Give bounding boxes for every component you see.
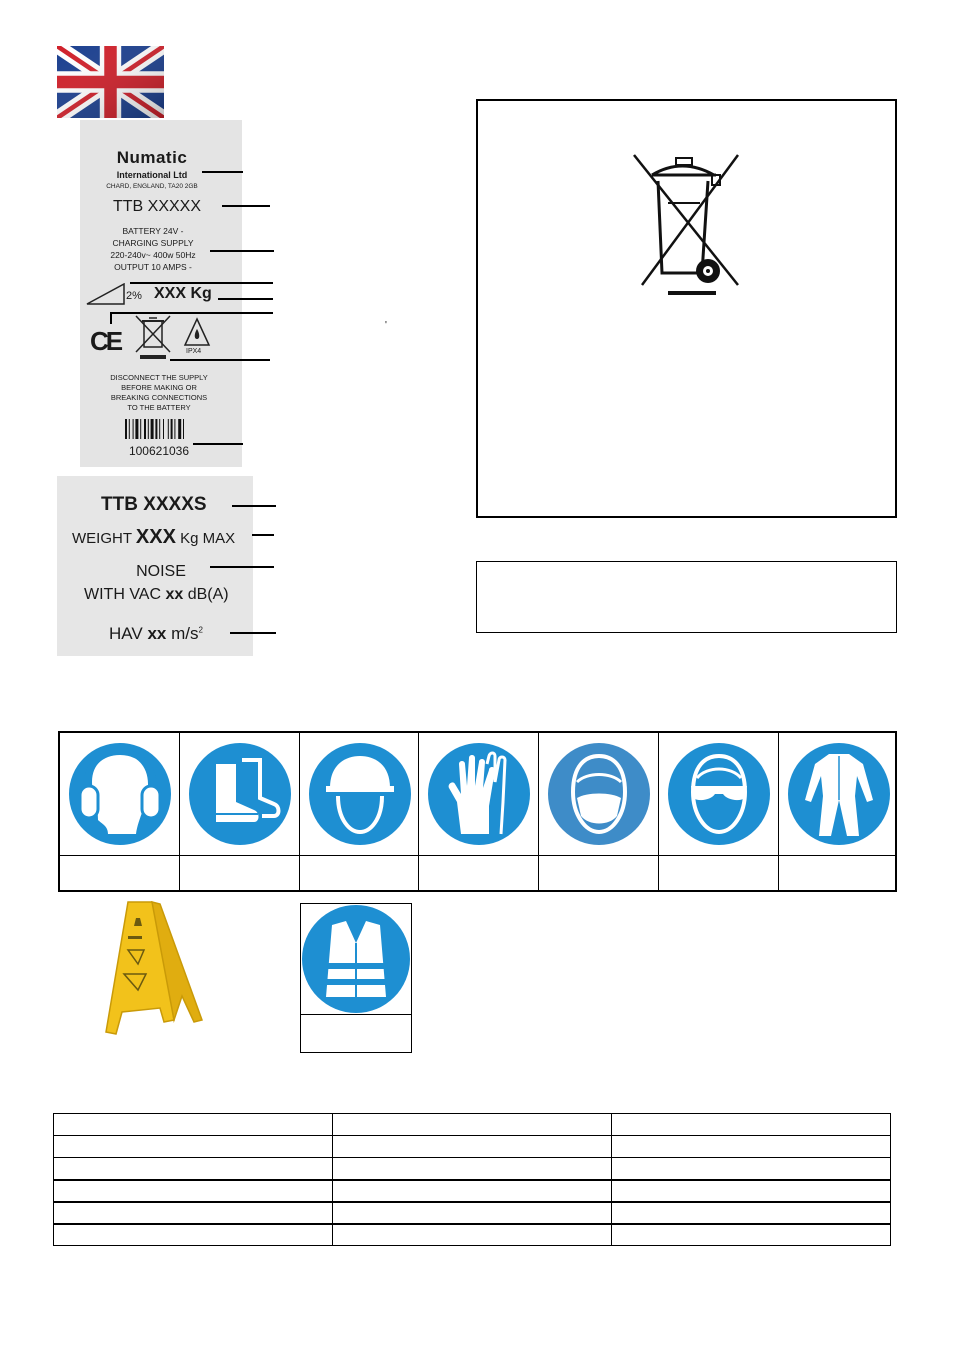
ppe-cell — [659, 733, 779, 855]
ppe-caption-cell — [539, 855, 659, 892]
table-cell — [54, 1136, 333, 1158]
table-cell — [54, 1224, 333, 1246]
table-cell — [54, 1114, 333, 1136]
safety-boots-icon — [188, 742, 292, 846]
supply-line: CHARGING SUPPLY — [112, 238, 194, 248]
table-row — [54, 1224, 891, 1246]
hav-value: xx — [147, 624, 167, 643]
table-cell — [333, 1114, 612, 1136]
slope-value: 2% — [126, 290, 142, 302]
note-box — [476, 561, 897, 633]
ip-rating: IPX4 — [186, 348, 202, 355]
leader-line — [230, 632, 276, 634]
divider — [301, 1014, 411, 1015]
uk-flag-icon — [57, 46, 164, 118]
barcode-icon — [125, 419, 197, 439]
hav-exponent: 2 — [198, 625, 203, 635]
data-grid — [53, 1113, 891, 1246]
leader-line — [222, 205, 270, 207]
table-cell — [54, 1158, 333, 1180]
safety-glasses-icon — [667, 742, 771, 846]
overalls-icon — [787, 742, 891, 846]
hav-line — [109, 624, 203, 644]
ppe-caption-cell — [779, 855, 897, 892]
ppe-cell — [779, 733, 897, 855]
table-cell — [612, 1202, 891, 1224]
model-code: TTB XXXXX — [112, 198, 202, 215]
table-row — [54, 1180, 891, 1202]
leader-line — [232, 505, 276, 507]
ppe-caption-cell — [659, 855, 779, 892]
wet-floor-sign-icon — [98, 900, 210, 1040]
ppe-cell — [539, 733, 659, 855]
noise-title: NOISE — [136, 563, 186, 580]
table-cell — [612, 1114, 891, 1136]
leader-line — [170, 359, 270, 361]
barcode-number: 100621036 — [128, 444, 190, 458]
leader-line — [202, 171, 243, 173]
leader-line — [210, 250, 274, 252]
table-cell — [54, 1180, 333, 1202]
weee-bin-icon — [134, 314, 172, 360]
hav-prefix: HAV — [109, 624, 143, 643]
table-cell — [54, 1202, 333, 1224]
weight-value: XXX — [135, 526, 176, 548]
weee-disposal-box — [476, 99, 897, 518]
noise-prefix: WITH VAC — [84, 586, 162, 603]
table-row — [54, 1114, 891, 1136]
noise-unit: dB(A) — [187, 586, 229, 603]
ppe-caption-cell — [180, 855, 300, 892]
leader-line — [218, 298, 273, 300]
gloves-icon — [427, 742, 531, 846]
leader-line — [210, 566, 274, 568]
ce-mark: CE — [90, 326, 121, 356]
warning-line: TO THE BATTERY — [127, 403, 191, 412]
table-cell — [333, 1158, 612, 1180]
hav-unit: m/s — [171, 624, 199, 643]
leader-line — [110, 312, 112, 324]
ear-protection-icon — [68, 742, 172, 846]
brand-subtitle: International Ltd — [116, 170, 188, 180]
ppe-caption-cell — [60, 855, 180, 892]
weight-prefix: WEIGHT — [72, 530, 132, 547]
table-cell — [333, 1136, 612, 1158]
table-cell — [333, 1180, 612, 1202]
stray-mark: ' — [385, 320, 387, 331]
leader-line — [130, 282, 273, 284]
ppe-table — [58, 731, 897, 892]
table-cell — [612, 1158, 891, 1180]
warning-line: BEFORE MAKING OR — [121, 383, 197, 392]
warning-line: DISCONNECT THE SUPPLY — [110, 373, 208, 382]
weight-suffix: Kg MAX — [180, 530, 236, 547]
ppe-caption-cell — [419, 855, 539, 892]
leader-line — [193, 443, 243, 445]
warning-line: BREAKING CONNECTIONS — [110, 393, 208, 402]
table-cell — [333, 1202, 612, 1224]
table-cell — [333, 1224, 612, 1246]
noise-line — [84, 586, 229, 604]
slope-icon — [86, 283, 126, 305]
brand-name: Numatic — [116, 148, 188, 167]
table-row — [54, 1158, 891, 1180]
ppe-caption-cell — [300, 855, 419, 892]
ppe-cell — [60, 733, 180, 855]
spec-model: TTB XXXXS — [101, 494, 207, 515]
ppe-cell — [300, 733, 419, 855]
weight-value: XXX Kg — [154, 285, 212, 302]
ppe-cell — [180, 733, 300, 855]
leader-line — [252, 534, 274, 536]
supply-line: BATTERY 24V - — [122, 226, 184, 236]
spec-weight — [72, 526, 235, 549]
ip-drop-icon — [183, 317, 211, 347]
table-row — [54, 1202, 891, 1224]
leader-line — [110, 312, 273, 314]
table-cell — [612, 1136, 891, 1158]
noise-value: xx — [165, 586, 184, 603]
table-row — [54, 1136, 891, 1158]
hi-vis-vest-icon — [302, 905, 410, 1013]
hard-hat-icon — [308, 742, 412, 846]
hi-vis-vest-box — [300, 903, 412, 1053]
supply-line: OUTPUT 10 AMPS - — [114, 262, 192, 272]
supply-line: 220-240v~ 400w 50Hz — [110, 250, 196, 260]
ppe-cell — [419, 733, 539, 855]
face-mask-icon — [547, 742, 651, 846]
crossed-out-bin-icon — [632, 153, 742, 295]
table-cell — [612, 1180, 891, 1202]
brand-address: CHARD, ENGLAND, TA20 2GB — [106, 183, 198, 190]
table-cell — [612, 1224, 891, 1246]
